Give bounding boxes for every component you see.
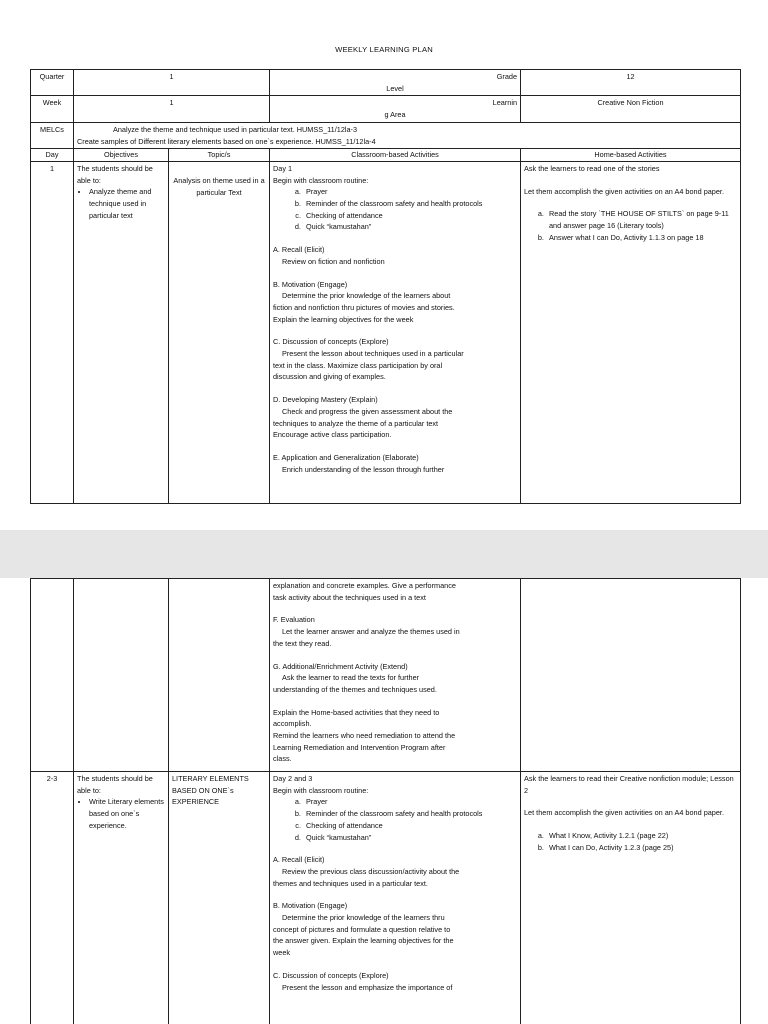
routine-list: a. Prayer b. Reminder of the classroom safety and health protocols c. Checking of attendance d. Quick “kamustahan” xyxy=(273,796,517,843)
routine-list: a. Prayer b. Reminder of the classroom safety and health protocols c. Checking of attendance d. Quick “kamustahan” xyxy=(273,186,517,233)
day-2-3-topic: LITERARY ELEMENTS BASED ON ONE`s EXPERIENCE xyxy=(169,772,270,1024)
melcs-label: MELCs xyxy=(31,122,74,148)
home-activity-list: a. Read the story `THE HOUSE OF STILTS` on page 9-11 and answer page 16 (Literary tools) b. Answer what I can Do, Activity 1.1.3 on page 18 xyxy=(524,208,737,243)
day-1-objectives: The students should be able to: • Analyze theme and technique used in particular text xyxy=(74,161,169,503)
day-1-cell: 1 xyxy=(31,161,74,503)
week-label: Week xyxy=(31,96,74,122)
page-gap xyxy=(0,530,768,578)
learning-plan-table xyxy=(30,69,741,504)
header-home-activities: Home-based Activities xyxy=(521,149,741,162)
quarter-label: Quarter xyxy=(31,70,74,96)
header-objectives: Objectives xyxy=(74,149,169,162)
learning-area-value: Creative Non Fiction xyxy=(521,96,741,122)
day-1-classroom-activities: Day 1 Begin with classroom routine: a. Prayer b. Reminder of the classroom safety and health protocols c. Checking of attendance d. Quick “kamustahan” A. Recall (Elicit) Review on fiction and nonfiction B. Motivation (Engage) Determine the prior knowledge of the learners about fiction and nonfiction thru pictures of movies and stories. Explain the learning objectives for the week C. Discussion of concepts (Explore) Present the lesson about techniques used in a particular text in the class. Maximize class participation by oral discussion and giving of examples. D. Developing Mastery (Explain) Check and progress the given assessment about the techniques to analyze the theme of a particular text Encourage active class participation. E. Application and Generalization (Elaborate) Enrich understanding of the lesson through further xyxy=(270,161,521,503)
learning-area-label: Learnin g Area xyxy=(270,96,521,122)
objective-item: • Analyze theme and technique used in particular text xyxy=(89,186,165,221)
day-2-3-classroom-activities: Day 2 and 3 Begin with classroom routine: a. Prayer b. Reminder of the classroom safety and health protocols c. Checking of attendance d. Quick “kamustahan” A. Recall (Elicit) Review the previous class discussion/activity about the themes and techniques used in a particular text. B. Motivation (Engage) Determine the prior knowledge of the learners thru concept of pictures and formulate a question relative to the answer given. Explain the learning objectives for the week C. Discussion of concepts (Explore) Present the lesson and emphasize the importance of xyxy=(270,772,521,1024)
day-2-3-cell: 2-3 xyxy=(31,772,74,1024)
header-classroom-activities: Classroom-based Activities xyxy=(270,149,521,162)
column-header-row xyxy=(31,149,741,162)
day-2-3-home-activities: Ask the learners to read their Creative nonfiction module; Lesson 2 Let them accomplish the given activities on an A4 bond paper. a. What I Know, Activity 1.2.1 (page 22) b. What I can Do, Activity 1.2.3 (page 25) xyxy=(521,772,741,1024)
melcs-text: Analyze the theme and technique used in particular text. HUMSS_11/12la-3 Create samples of Different literary elements based on one`s experience. HUMSS_11/12la-4 xyxy=(74,122,741,148)
header-topics: Topic/s xyxy=(169,149,270,162)
document-title: WEEKLY LEARNING PLAN xyxy=(335,45,433,54)
quarter-row xyxy=(31,70,741,96)
grade-level-value: 12 xyxy=(521,70,741,96)
day-2-3-row xyxy=(31,772,741,1024)
week-row xyxy=(31,96,741,122)
day-1-classroom-activities-continued: explanation and concrete examples. Give a performance task activity about the techniques used in a text F. Evaluation Let the learner answer and analyze the themes used in the text they read. G. Additional/Enrichment Activity (Extend) Ask the learner to read the texts for further understanding of the themes and techniques used. Explain the Home-based activities that they need to accomplish. Remind the learners who need remediation to attend the Learning Remediation and Intervention Program after class. xyxy=(270,579,521,772)
quarter-value: 1 xyxy=(74,70,270,96)
day-1-row xyxy=(31,161,741,503)
day-1-continued-row xyxy=(31,579,741,772)
home-activity-list: a. What I Know, Activity 1.2.1 (page 22) b. What I can Do, Activity 1.2.3 (page 25) xyxy=(524,830,737,853)
header-day: Day xyxy=(31,149,74,162)
day-2-3-objectives: The students should be able to: • Write Literary elements based on one`s experience. xyxy=(74,772,169,1024)
objective-item: • Write Literary elements based on one`s experience. xyxy=(89,796,165,831)
day-1-home-activities: Ask the learners to read one of the stories Let them accomplish the given activities on an A4 bond paper. a. Read the story `THE HOUSE OF STILTS` on page 9-11 and answer page 16 (Literary tools) b. Answer what I can Do, Activity 1.1.3 on page 18 xyxy=(521,161,741,503)
week-value: 1 xyxy=(74,96,270,122)
melcs-row xyxy=(31,122,741,148)
learning-plan-table-continued xyxy=(30,578,741,1024)
day-1-topic: Analysis on theme used in a particular Text xyxy=(169,161,270,503)
grade-level-label: Grade Level xyxy=(270,70,521,96)
page-2 xyxy=(0,578,768,1024)
